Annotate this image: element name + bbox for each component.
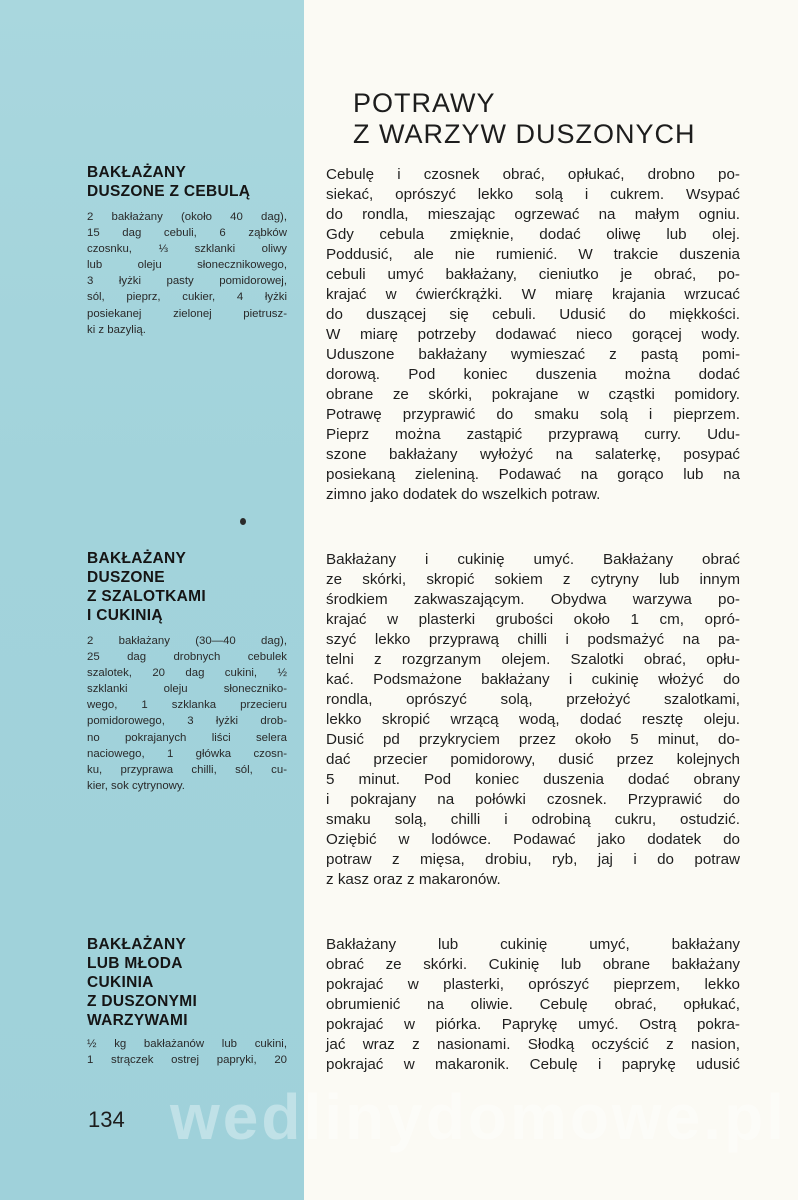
text-line: posiekaną zieleniną. Podawać na gorąco lub na [326,466,740,483]
text-line: potraw z mięsa, drobiu, ryb, jaj i do potraw [326,851,740,868]
text-line: ze skórki, skropić sokiem z cytryny lub innym [326,571,740,588]
ingredient-line: 25 dag drobnych cebulek [87,651,287,664]
text-line: pokrajać w makaronik. Cebulę i paprykę udusić [326,1056,740,1073]
heading-line: BAKŁAŻANY [87,550,187,567]
text-line: lekko skropić wrzącą wodą, dodać resztę oleju. [326,711,740,728]
heading-line: DUSZONE [87,569,165,586]
recipe-3-ingredients [87,1036,287,1068]
text-line: Potrawę przyprawić do smaku solą i pieprzem. [326,406,740,423]
ingredient-line: no pokrajanych liści selera [87,731,287,744]
text-line: krajać w ćwierćkrążki. W miarę krajania wrzucać [326,286,740,303]
ingredient-line: naciowego, 1 główka czosn- [87,747,287,760]
heading-line: Z SZALOTKAMI [87,588,206,605]
page-title-line: POTRAWY [353,88,496,118]
ingredient-line: wego, 1 szklanka przecieru [87,699,287,712]
text-line: Bakłażany i cukinię umyć. Bakłażany obrać [326,551,740,568]
text-line: Cebulę i czosnek obrać, opłukać, drobno po- [326,166,740,183]
text-line: Pieprz można zastąpić przyprawą curry. Udu- [326,426,740,443]
text-line: pokrajać w plasterki, oprószyć pieprzem, lekko [326,976,740,993]
text-line: środkiem zakwaszającym. Obydwa warzywa po- [326,591,740,608]
recipe-2-ingredients [87,633,287,794]
heading-line: I CUKINIĄ [87,607,163,624]
ingredient-line: szalotek, 20 dag cukini, ½ [87,667,287,680]
page-title-line: Z WARZYW DUSZONYCH [353,119,696,149]
heading-line: DUSZONE Z CEBULĄ [87,183,251,200]
text-line: do duszącej się cebuli. Udusić do miękkości. [326,306,740,323]
heading-line: Z DUSZONYMI [87,993,198,1010]
recipe-1-text [326,165,740,505]
text-line: krajać w plasterki grubości około 1 cm, opró- [326,611,740,628]
page-number: 134 [88,1107,125,1132]
heading-line: CUKINIA [87,974,154,991]
ingredient-line: sól, pieprz, cukier, 4 łyżki [87,291,287,304]
text-line: Poddusić, ale nie rumienić. W trakcie duszenia [326,246,740,263]
heading-line: LUB MŁODA [87,955,183,972]
page-title [353,88,695,150]
watermark: wedlinydomowe.pl [170,1081,787,1153]
text-line: Gdy cebula zmięknie, dodać oliwę lub olej. [326,226,740,243]
text-line: W miarę potrzeby dodawać nieco gorącej wody. [326,326,740,343]
ingredient-line: 1 strączek ostrej papryki, 20 [87,1054,287,1067]
text-line: obrać ze skórki. Cukinię lub obrane bakłażany [326,956,740,973]
text-line: kać. Podsmażone bakłażany i cukinię włożyć do [326,671,740,688]
text-line: dorową. Pod koniec duszenia można dodać [326,366,740,383]
text-line: rondla, oprószyć solą, przełożyć szalotkami, [326,691,740,708]
heading-line: BAKŁAŻANY [87,936,187,953]
heading-line: BAKŁAŻANY [87,164,187,181]
ingredient-line: kier, sok cytrynowy. [87,779,185,792]
text-line: obrane ze skórki, pokrajane w cząstki pomidory. [326,386,740,403]
recipe-2-heading [87,549,287,625]
ingredient-line: szklanki oleju słoneczniko- [87,683,287,696]
text-line: Dusić pd przykryciem przez około 5 minut, do- [326,731,740,748]
recipe-3-heading [87,935,287,1030]
ingredient-line: 2 bakłażany (30—40 dag), [87,635,287,647]
ingredient-line: czosnku, ⅓ szklanki oliwy [87,243,287,256]
ingredient-line: ku, przyprawa chilli, sól, cu- [87,763,287,776]
text-line: pokrajać w piórka. Paprykę umyć. Ostrą pokra- [326,1016,740,1033]
text-line: z kasz oraz z makaronów. [326,871,501,888]
text-line: cebuli umyć bakłażany, cieniutko je obrać, po- [326,266,740,283]
ingredient-line: lub oleju słonecznikowego, [87,259,287,272]
ingredient-line: ki z bazylią. [87,323,146,336]
text-line: Oziębić w lodówce. Podawać jako dodatek do [326,831,740,848]
text-line: Bakłażany lub cukinię umyć, bakłażany [326,936,740,953]
recipe-3-text [326,935,740,1075]
text-line: szyć lekko przyprawą chilli i podsmażyć na pa- [326,631,740,648]
ingredient-line: posiekanej zielonej pietrusz- [87,307,287,320]
text-line: obrumienić na oliwie. Cebulę obrać, opłukać, [326,996,740,1013]
ingredient-line: 2 bakłażany (około 40 dag), [87,211,287,223]
decorative-dot [240,518,246,525]
recipe-2-text [326,550,740,890]
ingredient-line: pomidorowego, 3 łyżki drob- [87,715,287,728]
text-line: i pokrajany na połówki czosnek. Przyprawić do [326,791,740,808]
text-line: Uduszone bakłażany wymieszać z pastą pomi- [326,346,740,363]
heading-line: WARZYWAMI [87,1012,188,1029]
text-line: szone bakłażany wyłożyć na salaterkę, posypać [326,446,740,463]
text-line: dać przecier pomidorowy, dusić przez kolejnych [326,751,740,768]
ingredient-line: 3 łyżki pasty pomidorowej, [87,275,287,288]
text-line: smaku solą, chilli i odrobiną cukru, ostudzić. [326,811,740,828]
recipe-1-ingredients [87,209,287,338]
ingredient-line: 15 dag cebuli, 6 ząbków [87,227,287,240]
ingredient-line: ½ kg bakłażanów lub cukini, [87,1038,287,1050]
text-line: do rondla, mieszając ogrzewać na małym ogniu. [326,206,740,223]
text-line: telni z rozgrzanym olejem. Szalotki obrać, opłu- [326,651,740,668]
recipe-1-heading [87,163,287,201]
text-line: siekać, oprószyć lekko solą i cukrem. Wsypać [326,186,740,203]
text-line: zimno jako dodatek do wszelkich potraw. [326,486,601,503]
text-line: 5 minut. Pod koniec duszenia dodać obrany [326,771,740,788]
text-line: jać wraz z nasionami. Słodką oczyścić z nasion, [326,1036,740,1053]
